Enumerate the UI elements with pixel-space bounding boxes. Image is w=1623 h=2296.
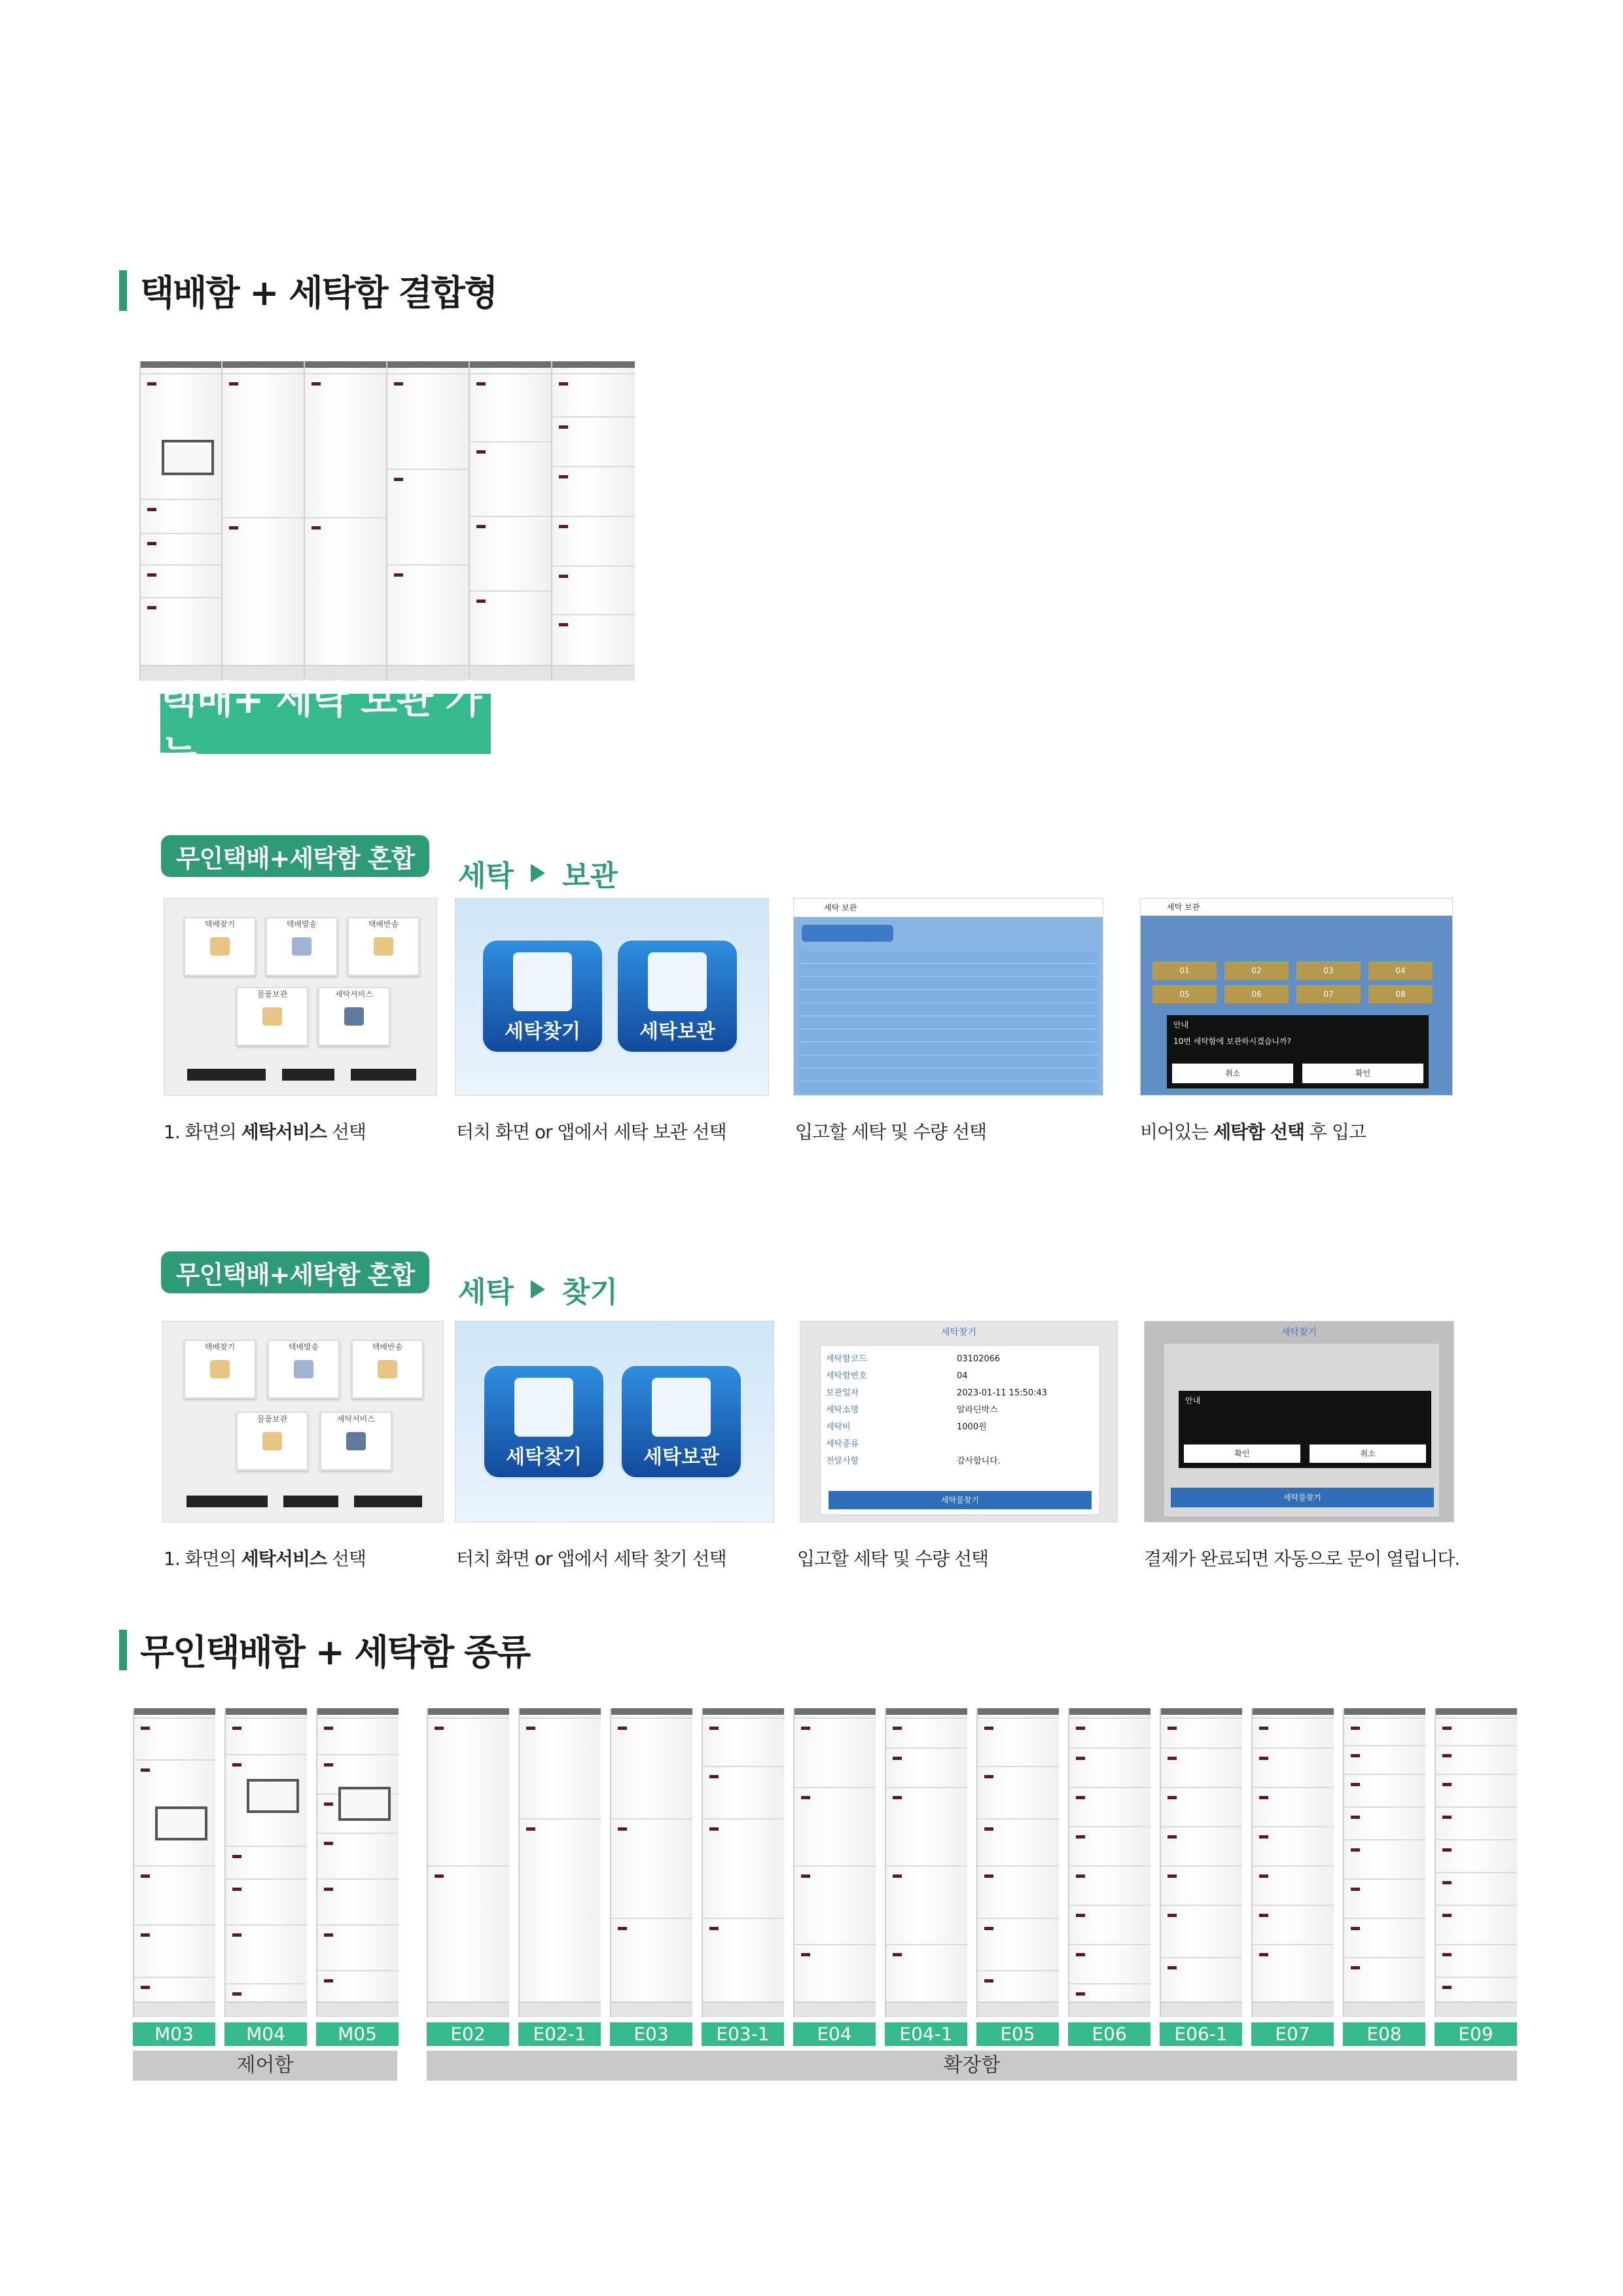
flow-step-find: 찾기 — [562, 1276, 618, 1309]
model-tag: E04-1 — [885, 2022, 967, 2046]
menu-card: 물품보관 — [236, 1412, 308, 1471]
model-tag: E06-1 — [1160, 2022, 1242, 2046]
caption: 입고할 세탁 및 수량 선택 — [795, 1121, 987, 1143]
locker-column — [224, 1708, 307, 2017]
flow-step-laundry: 세탁 — [458, 859, 514, 893]
caption: 1. 화면의 세탁서비스 선택 — [164, 1548, 366, 1570]
locker-column — [1435, 1708, 1517, 2017]
model-tag: E08 — [1343, 2022, 1425, 2046]
model-tag: E09 — [1435, 2022, 1517, 2046]
control-panel-screen — [155, 1806, 207, 1840]
locker-column — [427, 1708, 509, 2017]
locker-column — [885, 1708, 967, 2017]
model-tag: E05 — [976, 2022, 1059, 2046]
expand-group-label: 확장함 — [427, 2051, 1517, 2081]
model-tag: E07 — [1251, 2022, 1334, 2046]
menu-card: 택배찾기 — [184, 917, 256, 976]
caption: 터치 화면 or 앱에서 세탁 보관 선택 — [456, 1121, 726, 1143]
caption: 터치 화면 or 앱에서 세탁 찾기 선택 — [456, 1548, 726, 1570]
laundry-find-detail-screen: 세탁찾기 세탁함코드 03102066 세탁함번호 04 보관일자 2023-01-11 15:50:43 세탁소명 알라딘박스 세탁비 1000원 세탁종류 전달사항 감사합니다. 세탁물찾기 — [800, 1321, 1118, 1522]
locker-column — [793, 1708, 876, 2017]
locker-column — [1251, 1708, 1334, 2017]
flow-step-store: 보관 — [562, 859, 618, 893]
menu-card: 택배찾기 — [184, 1340, 256, 1399]
menu-card: 택배발송 — [266, 917, 338, 976]
locker-column — [518, 1708, 601, 2017]
menu-card: 택배반송 — [351, 1340, 423, 1399]
flow-step-laundry: 세탁 — [458, 1276, 514, 1309]
laundry-store-list-screen: 세탁 보관 — [793, 898, 1103, 1096]
model-tag: E03-1 — [702, 2022, 784, 2046]
model-tag: M03 — [133, 2022, 215, 2046]
control-panel-screen — [338, 1787, 391, 1821]
caption: 결제가 완료되면 자동으로 문이 열립니다. — [1144, 1548, 1460, 1570]
dialog-cancel-button[interactable]: 취소 — [1310, 1444, 1426, 1463]
control-group-label: 제어함 — [133, 2051, 397, 2081]
model-tag: E03 — [610, 2022, 692, 2046]
section-title-text: 택배함 + 세탁함 결합형 — [140, 272, 497, 314]
menu-card-laundry: 세탁서비스 — [318, 987, 390, 1046]
model-tag: E02 — [427, 2022, 509, 2046]
caption: 1. 화면의 세탁서비스 선택 — [164, 1121, 366, 1143]
laundry-store-button[interactable]: 세탁보관 — [619, 1363, 743, 1480]
dialog-ok-button[interactable]: 확인 — [1302, 1064, 1423, 1083]
caption: 입고할 세탁 및 수량 선택 — [797, 1548, 989, 1570]
locker-column — [610, 1708, 692, 2017]
mixed-type-pill-text: 무인택배+세탁함 혼합 — [175, 1260, 415, 1289]
locker-column — [1343, 1708, 1425, 2017]
model-tag: M04 — [224, 2022, 307, 2046]
caption: 비어있는 세탁함 선택 후 입고 — [1140, 1121, 1366, 1143]
dialog-cancel-button[interactable]: 취소 — [1172, 1064, 1293, 1083]
menu-card: 물품보관 — [236, 987, 308, 1046]
model-tag: E06 — [1068, 2022, 1150, 2046]
laundry-find-button[interactable]: 세탁찾기 — [480, 938, 605, 1054]
section-title-text: 무인택배함 + 세탁함 종류 — [140, 1632, 530, 1673]
model-tag: M05 — [316, 2022, 399, 2046]
laundry-find-button[interactable]: 세탁찾기 — [482, 1363, 606, 1480]
store-confirm-dialog: 안내 10번 세탁함에 보관하시겠습니까? 취소 확인 — [1167, 1015, 1429, 1088]
dialog-ok-button[interactable]: 확인 — [1184, 1444, 1300, 1463]
menu-card: 택배반송 — [348, 917, 419, 976]
storage-badge-text: 택배+ 세탁 보관 가능 — [160, 677, 482, 777]
laundry-locker-select-screen: 세탁 보관 01 02 03 04 05 06 07 08 안내 10번 세탁함에 보관하시겠습니까? 취소 확인 — [1140, 898, 1453, 1096]
payment-notice-dialog: 안내 확인 취소 — [1179, 1391, 1431, 1468]
menu-card-laundry: 세탁서비스 — [320, 1412, 392, 1471]
find-laundry-button[interactable]: 세탁물찾기 — [1171, 1488, 1434, 1507]
locker-column — [702, 1708, 784, 2017]
locker-column — [316, 1708, 399, 2017]
model-tag: E02-1 — [518, 2022, 601, 2046]
locker-column — [976, 1708, 1059, 2017]
laundry-store-button[interactable]: 세탁보관 — [615, 938, 740, 1054]
model-tag: E04 — [793, 2022, 876, 2046]
laundry-payment-screen: 세탁찾기 안내 확인 취소 세탁물찾기 — [1144, 1321, 1454, 1522]
locker-column — [1160, 1708, 1242, 2017]
control-panel-screen — [247, 1779, 299, 1813]
menu-card: 택배발송 — [268, 1340, 340, 1399]
mixed-type-pill-text: 무인택배+세탁함 혼합 — [175, 844, 415, 873]
find-laundry-button[interactable]: 세탁물찾기 — [829, 1491, 1092, 1509]
locker-column — [1068, 1708, 1150, 2017]
locker-column — [133, 1708, 215, 2017]
